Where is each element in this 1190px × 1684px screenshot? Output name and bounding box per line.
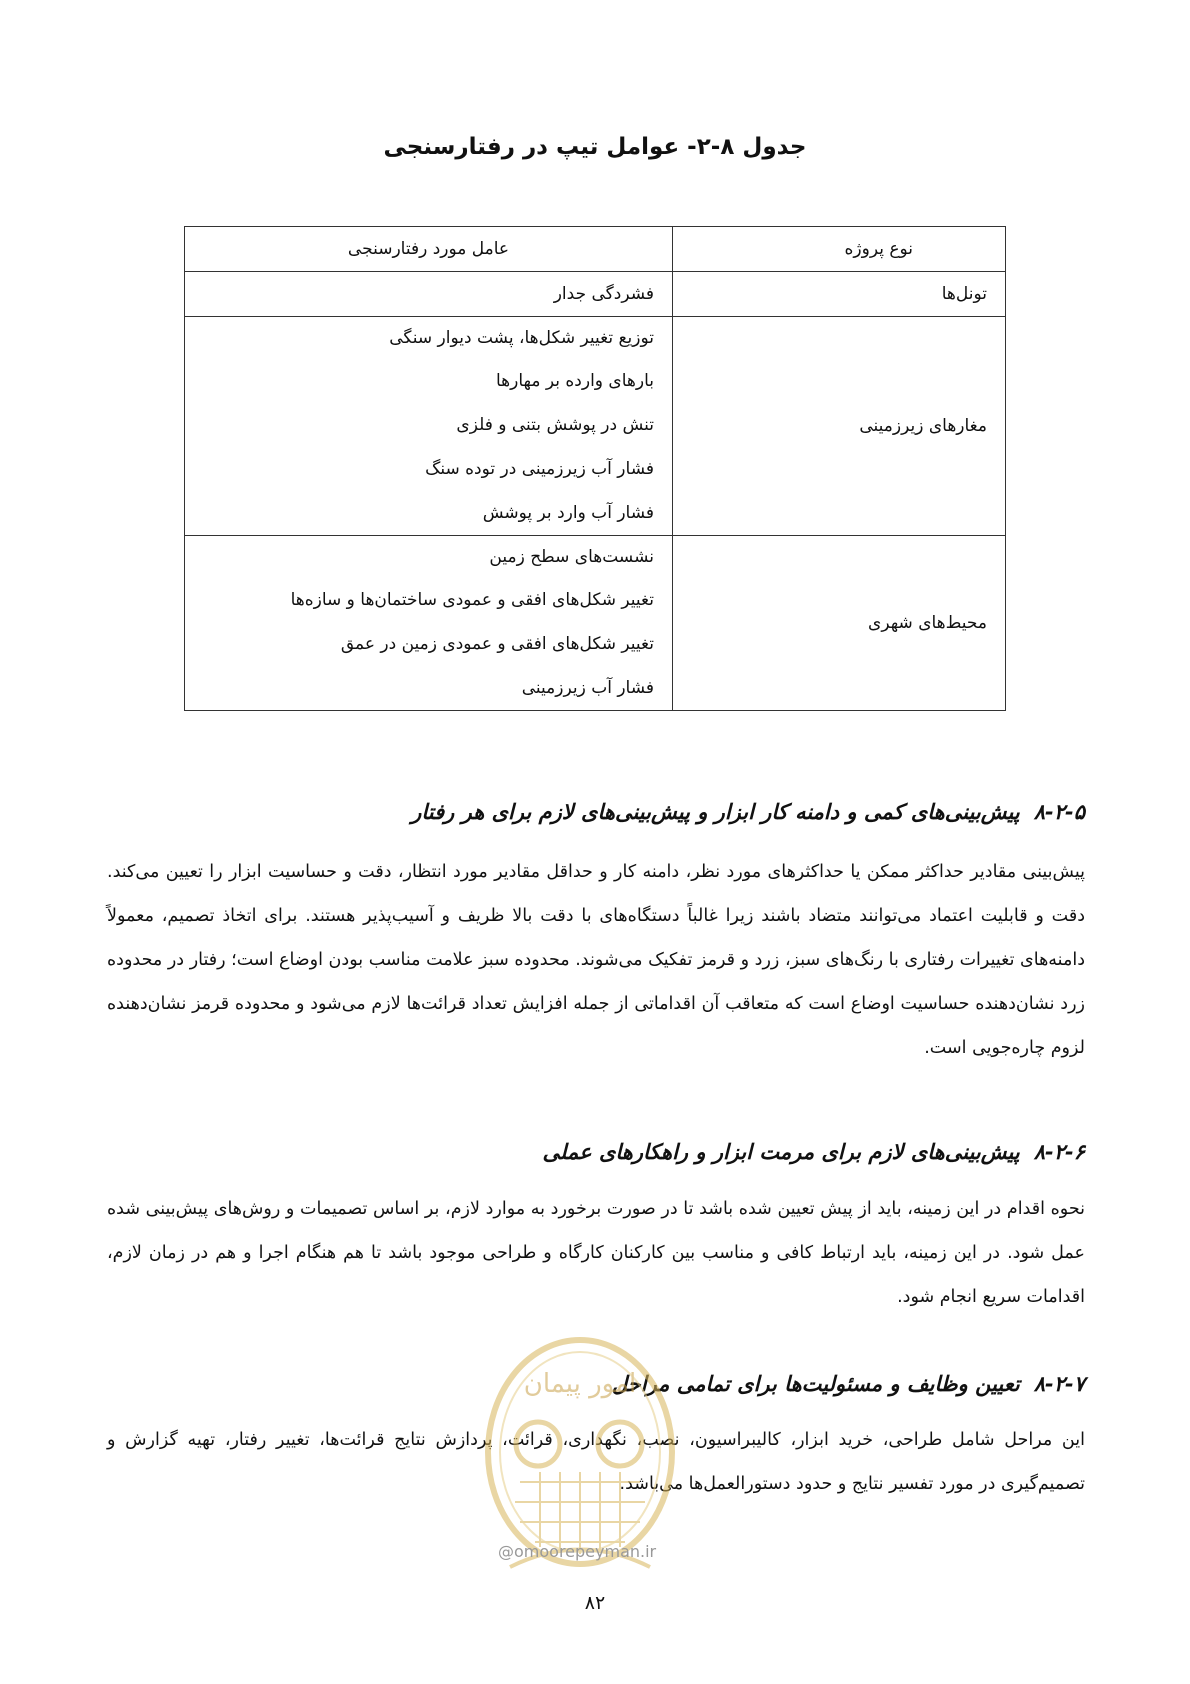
project-type-cell: محیط‌های شهری <box>673 536 1006 711</box>
section-number: ۸-۲-۷ <box>1033 1372 1085 1396</box>
section-number: ۸-۲-۵ <box>1033 800 1085 824</box>
header-project-type: نوع پروژه <box>673 227 1006 272</box>
factor-item: تغییر شکل‌های افقی و عمودی ساختمان‌ها و سازه‌ها <box>290 590 654 610</box>
section-paragraph: نحوه اقدام در این زمینه، باید از پیش تعیین شده باشد تا در صورت برخورد به موارد لازم، بر اساس تصمیمات و روش‌های پیش‌بینی شده عمل شود. در این زمینه، باید ارتباط کافی و مناسب بین کارکنان کارگاه و طراحی موجود باشد تا هم هنگام اجرا و هم در زمان لازم، اقدامات سریع انجام شود. <box>107 1199 1085 1307</box>
project-type-cell: مغارهای زیرزمینی <box>673 317 1006 536</box>
factor-item: فشار آب زیرزمینی <box>521 678 654 698</box>
watermark-logo <box>480 1332 680 1577</box>
section-title: پیش‌بینی‌های کمی و دامنه کار ابزار و پیش‌بینی‌های لازم برای هر رفتار <box>411 800 1020 824</box>
section-title: پیش‌بینی‌های لازم برای مرمت ابزار و راهکارهای عملی <box>542 1140 1020 1164</box>
section-paragraph: پیش‌بینی مقادیر حداکثر ممکن یا حداکثرهای مورد نظر، دامنه کار و حداقل مقادیر مورد انتظار، دقت و حساسیت ابزار را تعیین می‌کند. دقت و قابلیت اعتماد می‌توانند متضاد باشند زیرا غالباً دستگاه‌های با دقت بالا ظریف و آسیب‌پذیر هستند. برای اتخاذ تصمیم، معمولاً دامنه‌های تغییرات رفتاری با رنگ‌های سبز، زرد و قرمز تفکیک می‌شوند. محدوده سبز علامت مناسب بودن اوضاع است؛ رفتار در محدوده زرد نشان‌دهنده حساسیت اوضاع است که متعاقب آن اقداماتی از جمله افزایش تعداد قرائت‌ها لازم می‌شود و محدوده قرمز نشان‌دهنده لزوم چاره‌جویی است. <box>107 862 1085 1058</box>
factor-item: فشردگی جدار <box>553 284 654 304</box>
factor-item: تنش در پوشش بتنی و فلزی <box>456 415 654 435</box>
table-row <box>185 272 1006 317</box>
section-title: تعیین وظایف و مسئولیت‌ها برای تمامی مراحل <box>611 1372 1020 1396</box>
table-header-row <box>185 227 1006 272</box>
factor-item: فشار آب زیرزمینی در توده سنگ <box>425 459 654 479</box>
factor-cell <box>185 272 673 317</box>
watermark-logo-text: امور پیمان <box>523 1369 637 1399</box>
watermark-site: @omoorepeyman.ir <box>498 1542 657 1561</box>
section-heading <box>411 800 1085 824</box>
table-title: جدول ۸-۲- عوامل تیپ در رفتارسنجی <box>383 134 807 160</box>
section-number: ۸-۲-۶ <box>1033 1140 1085 1164</box>
project-type-cell: تونل‌ها <box>673 272 1006 317</box>
factor-item: توزیع تغییر شکل‌ها، پشت دیوار سنگی <box>389 328 654 348</box>
section-paragraph: این مراحل شامل طراحی، خرید ابزار، کالیبراسیون، نصب، نگهداری، قرائت، پردازش نتایج قرائت‌ها، تغییر رفتار، تهیه گزارش و تصمیم‌گیری در مورد تفسیر نتایج و حدود دستورالعمل‌ها می‌باشد. <box>107 1430 1085 1494</box>
factors-table <box>184 226 1006 711</box>
table-row <box>185 536 1006 711</box>
table-row <box>185 317 1006 536</box>
header-monitored-factor: عامل مورد رفتارسنجی <box>185 227 673 272</box>
factor-item: تغییر شکل‌های افقی و عمودی زمین در عمق <box>340 634 654 654</box>
factor-item: نشست‌های سطح زمین <box>489 547 654 567</box>
factor-item: فشار آب وارد بر پوشش <box>482 503 654 523</box>
factor-cell <box>185 317 673 536</box>
factor-cell <box>185 536 673 711</box>
factor-item: بارهای وارده بر مهارها <box>496 371 654 391</box>
section-heading <box>543 1140 1085 1164</box>
section-heading <box>612 1372 1085 1396</box>
page-number: ۸۲ <box>584 1592 606 1614</box>
